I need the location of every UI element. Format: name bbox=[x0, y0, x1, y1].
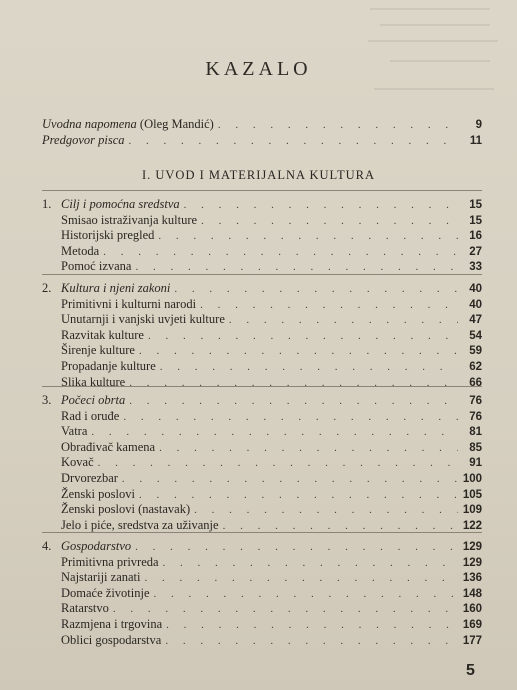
toc-page-number: 15 bbox=[469, 214, 482, 227]
toc-entry-label: Obrađivač kamena bbox=[61, 439, 156, 454]
leader-dots bbox=[160, 359, 458, 375]
toc-chapter bbox=[42, 280, 482, 296]
toc-entry bbox=[61, 569, 482, 585]
toc-page-number: 40 bbox=[469, 283, 482, 295]
toc-page-number: 177 bbox=[462, 634, 482, 647]
toc-entry-label: Kovač bbox=[61, 455, 94, 470]
toc-page-number: 11 bbox=[469, 135, 482, 147]
page-number: 5 bbox=[466, 662, 475, 679]
toc-chapter bbox=[42, 196, 482, 212]
toc-page-number: 54 bbox=[469, 329, 482, 342]
section-heading: I. UVOD I MATERIJALNA KULTURA bbox=[141, 168, 376, 182]
toc-entry bbox=[61, 243, 482, 259]
chapter-number: 3. bbox=[42, 393, 52, 407]
leader-dots bbox=[91, 424, 458, 440]
leader-dots bbox=[159, 440, 458, 456]
page-title: KAZALO bbox=[205, 58, 312, 80]
chapter-divider bbox=[42, 532, 482, 533]
leader-dots bbox=[184, 197, 458, 213]
leader-dots bbox=[135, 259, 458, 275]
leader-dots bbox=[103, 244, 458, 260]
toc-entry-label: Propadanje kulture bbox=[61, 359, 156, 373]
toc-entry-label: Širenje kulture bbox=[61, 343, 135, 358]
toc-page-number: 148 bbox=[462, 587, 482, 600]
leader-dots bbox=[129, 375, 458, 391]
chapter-number: 4. bbox=[42, 539, 52, 553]
toc-entry-label: Ženski poslovi (nastavak) bbox=[61, 502, 191, 517]
toc-entry-label: Razvitak kulture bbox=[61, 327, 144, 342]
leader-dots bbox=[144, 570, 458, 586]
chapter-divider bbox=[42, 386, 482, 387]
toc-entry-label: Rad i oruđe bbox=[61, 408, 120, 423]
toc-chapter bbox=[42, 392, 482, 408]
toc-entry bbox=[61, 374, 482, 390]
leader-dots bbox=[122, 471, 458, 487]
toc-entry bbox=[61, 311, 482, 327]
toc-page-number: 100 bbox=[462, 473, 482, 485]
leader-dots bbox=[200, 297, 458, 313]
toc-page-number: 81 bbox=[469, 426, 482, 439]
toc-entry-author: (Oleg Mandić) bbox=[139, 117, 214, 131]
leader-dots bbox=[123, 409, 458, 425]
toc-entry bbox=[61, 296, 482, 312]
toc-entry bbox=[61, 423, 482, 439]
toc-entry bbox=[61, 632, 482, 648]
leader-dots bbox=[98, 455, 458, 471]
toc-page-number: 16 bbox=[469, 230, 482, 243]
toc-page-number: 169 bbox=[462, 619, 482, 631]
chapter-title: Gospodarstvo bbox=[61, 539, 132, 553]
toc-entry bbox=[61, 258, 482, 274]
toc-entry bbox=[61, 342, 482, 358]
leader-dots bbox=[163, 555, 458, 571]
leader-dots bbox=[229, 312, 458, 328]
toc-entry-label: Smisao istraživanja kulture bbox=[61, 212, 198, 227]
toc-page-number: 76 bbox=[469, 395, 482, 407]
toc-page-number: 85 bbox=[469, 441, 482, 454]
toc-entry-label: Uvodna napomena bbox=[42, 117, 137, 131]
toc-entry bbox=[61, 358, 482, 374]
toc-entry-label: Primitivna privreda bbox=[61, 554, 159, 569]
leader-dots bbox=[166, 617, 458, 633]
chapter-title: Počeci obrta bbox=[61, 393, 126, 407]
leader-dots bbox=[154, 586, 458, 602]
toc-page-number: 59 bbox=[469, 345, 482, 358]
leader-dots bbox=[139, 487, 458, 503]
toc-entry bbox=[61, 600, 482, 616]
toc-entry bbox=[61, 212, 482, 228]
leader-dots bbox=[129, 393, 458, 409]
toc-entry-label: Primitivni i kulturni narodi bbox=[61, 296, 197, 311]
toc-page-number: 109 bbox=[462, 504, 482, 517]
toc-entry-label: Jelo i piće, sredstva za uživanje bbox=[61, 517, 219, 532]
chapter-title: Cilj i pomoćna sredstva bbox=[61, 197, 180, 211]
toc-page-number: 9 bbox=[475, 119, 482, 131]
toc-entry bbox=[61, 439, 482, 455]
toc-entry bbox=[61, 227, 482, 243]
toc-page-number: 15 bbox=[469, 199, 482, 211]
chapter-number: 2. bbox=[42, 281, 52, 295]
toc-entry bbox=[61, 616, 482, 632]
toc-entry-label: Historijski pregled bbox=[61, 228, 155, 243]
toc-page-number: 47 bbox=[469, 314, 482, 327]
toc-entry bbox=[61, 517, 482, 533]
toc-entry-label: Ženski poslovi bbox=[61, 486, 135, 501]
toc-page-number: 40 bbox=[469, 298, 482, 311]
toc-chapter bbox=[42, 538, 482, 554]
toc-entry-front bbox=[42, 132, 482, 148]
leader-dots bbox=[218, 117, 458, 133]
leader-dots bbox=[135, 539, 458, 555]
leader-dots bbox=[129, 133, 458, 149]
chapter-title: Kultura i njeni zakoni bbox=[61, 281, 171, 295]
toc-entry bbox=[61, 408, 482, 424]
leader-dots bbox=[113, 601, 458, 617]
toc-entry-label: Najstariji zanati bbox=[61, 570, 141, 585]
leader-dots bbox=[174, 281, 458, 297]
toc-entry-label: Unutarnji i vanjski uvjeti kulture bbox=[61, 312, 225, 327]
toc-entry bbox=[61, 470, 482, 486]
chapter-number: 1. bbox=[42, 197, 52, 211]
toc-entry-label: Ratarstvo bbox=[61, 601, 109, 616]
leader-dots bbox=[194, 502, 458, 518]
toc-entry-label: Oblici gospodarstva bbox=[61, 632, 162, 647]
leader-dots bbox=[139, 343, 458, 359]
leader-dots bbox=[158, 228, 458, 244]
toc-entry bbox=[61, 501, 482, 517]
toc-entry-label: Drvorezbar bbox=[61, 471, 118, 485]
toc-entry-label: Vatra bbox=[61, 424, 88, 439]
toc-page-number: 105 bbox=[462, 488, 482, 501]
chapter-divider bbox=[42, 190, 482, 191]
toc-page-number: 129 bbox=[462, 556, 482, 569]
toc-page-number: 33 bbox=[469, 261, 482, 274]
toc-page-number: 66 bbox=[469, 376, 482, 389]
toc-entry bbox=[61, 327, 482, 343]
leader-dots bbox=[201, 213, 458, 229]
toc-entry-label: Metoda bbox=[61, 243, 100, 258]
chapter-divider bbox=[42, 274, 482, 275]
toc-entry bbox=[61, 554, 482, 570]
toc-page-number: 62 bbox=[469, 361, 482, 373]
toc-entry-label: Predgovor pisca bbox=[42, 133, 125, 147]
toc-page-number: 27 bbox=[469, 245, 482, 258]
toc-entry-front bbox=[42, 116, 482, 132]
toc-page-number: 136 bbox=[462, 572, 482, 585]
leader-dots bbox=[165, 633, 458, 649]
toc-entry bbox=[61, 585, 482, 601]
toc-page-number: 129 bbox=[462, 541, 482, 553]
toc-page-number: 76 bbox=[469, 410, 482, 423]
toc-entry bbox=[61, 454, 482, 470]
toc-page-number: 91 bbox=[469, 457, 482, 470]
toc-entry-label: Slika kulture bbox=[61, 374, 126, 389]
leader-dots bbox=[148, 328, 458, 344]
toc-entry bbox=[61, 486, 482, 502]
toc-entry-label: Razmjena i trgovina bbox=[61, 617, 163, 631]
toc-entry-label: Domaće životinje bbox=[61, 585, 150, 600]
toc-page-number: 160 bbox=[462, 603, 482, 616]
toc-page-number: 122 bbox=[462, 519, 482, 532]
toc-entry-label: Pomoć izvana bbox=[61, 259, 132, 274]
